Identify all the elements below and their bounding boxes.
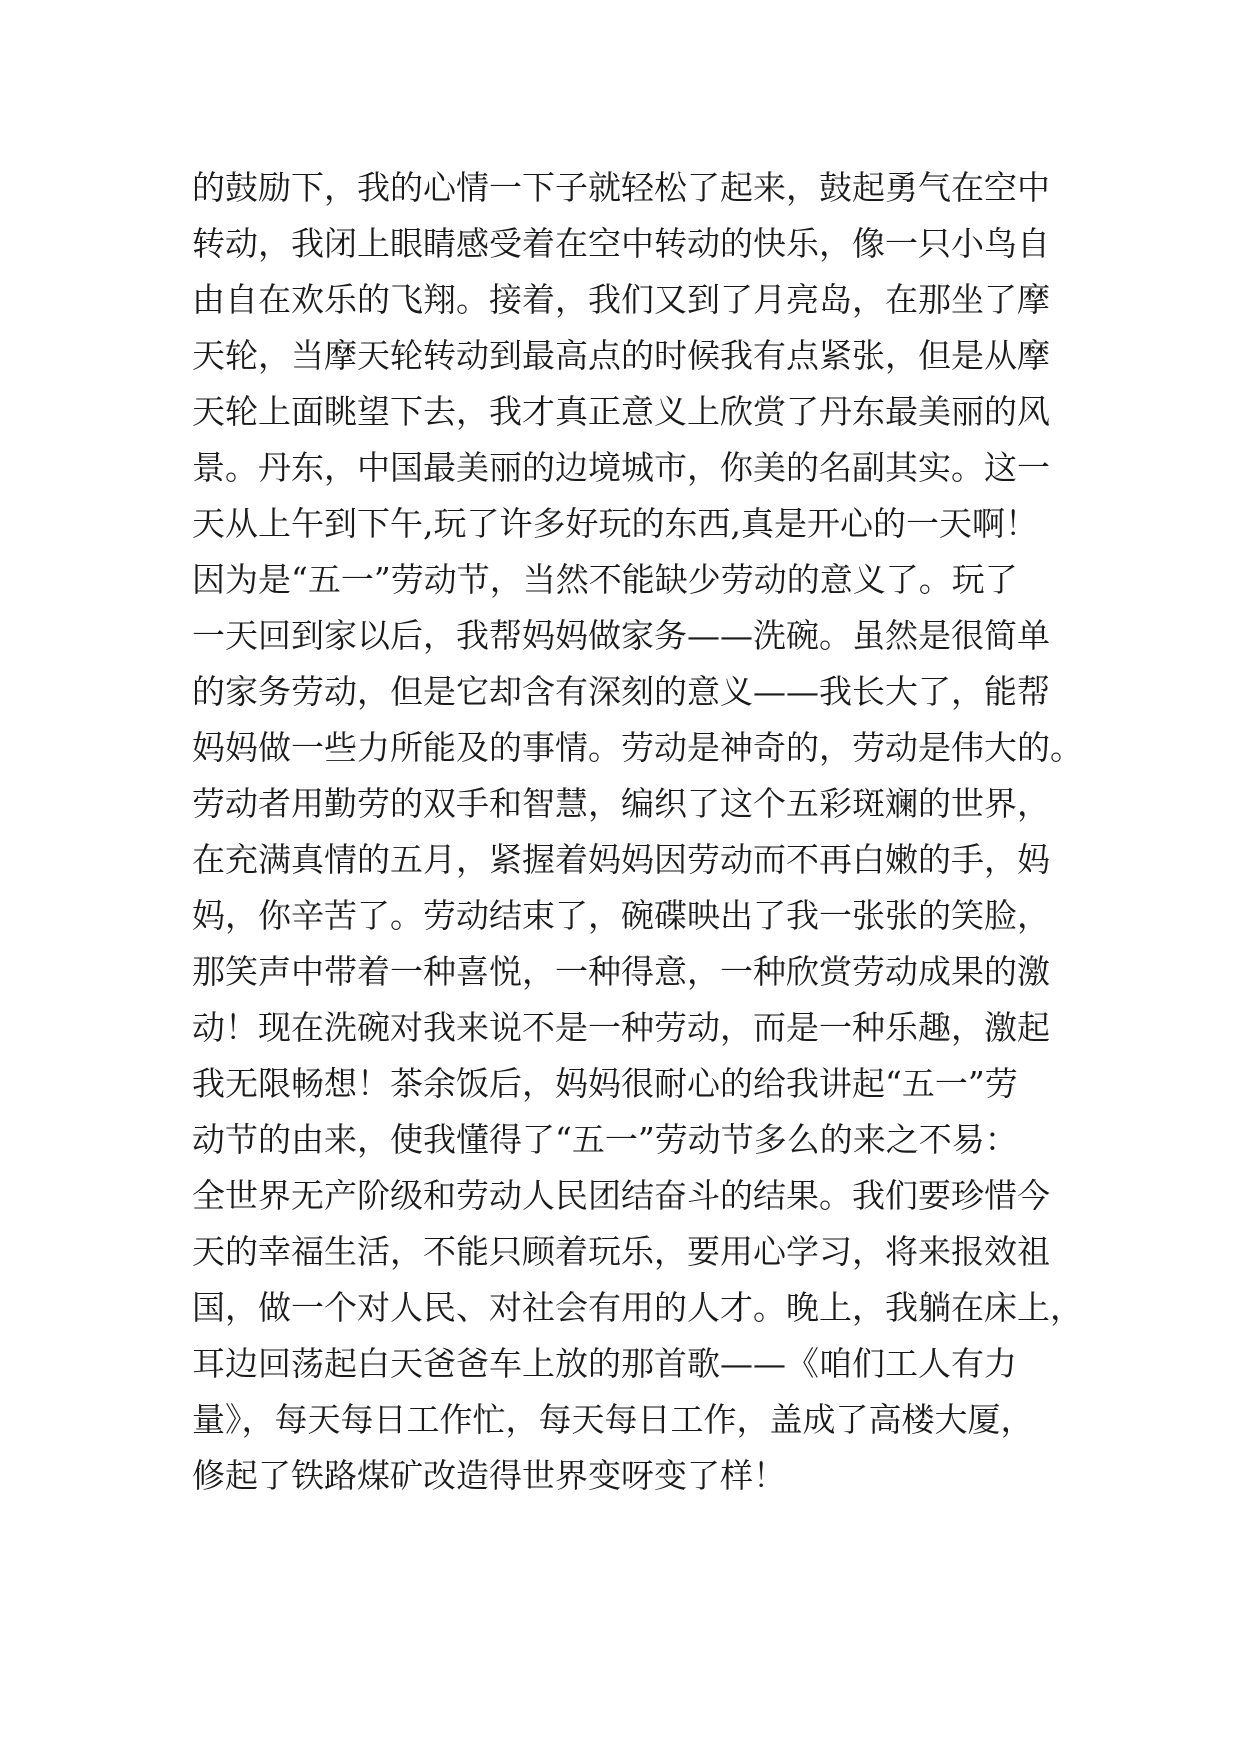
text-line: 在充满真情的五月，紧握着妈妈因劳动而不再白嫩的手，妈 [192,840,1050,879]
text-line: 的家务劳动，但是它却含有深刻的意义——我长大了，能帮 [192,672,1050,711]
text-line: 天的幸福生活，不能只顾着玩乐，要用心学习，将来报效祖 [192,1232,1050,1271]
text-line: 转动，我闭上眼睛感受着在空中转动的快乐，像一只小鸟自 [192,224,1050,263]
text-line: 的鼓励下，我的心情一下子就轻松了起来，鼓起勇气在空中 [192,168,1050,207]
text-line: 一天回到家以后，我帮妈妈做家务——洗碗。虽然是很简单 [192,616,1050,655]
text-line: 由自在欢乐的飞翔。接着，我们又到了月亮岛，在那坐了摩 [192,280,1050,319]
text-line: 妈，你辛苦了。劳动结束了，碗碟映出了我一张张的笑脸， [192,896,1050,935]
text-line: 动！现在洗碗对我来说不是一种劳动，而是一种乐趣，激起 [192,1008,1050,1047]
text-line: 景。丹东，中国最美丽的边境城市，你美的名副其实。这一 [192,448,1050,487]
text-line: 天轮上面眺望下去，我才真正意义上欣赏了丹东最美丽的风 [192,392,1050,431]
text-line: 天从上午到下午,玩了许多好玩的东西,真是开心的一天啊！ [192,504,1038,543]
text-line: 劳动者用勤劳的双手和智慧，编织了这个五彩斑斓的世界， [192,784,1050,823]
text-line: 全世界无产阶级和劳动人民团结奋斗的结果。我们要珍惜今 [192,1176,1050,1215]
text-line: 耳边回荡起白天爸爸车上放的那首歌——《咱们工人有力 [192,1344,1017,1383]
text-line: 那笑声中带着一种喜悦，一种得意，一种欣赏劳动成果的激 [192,952,1050,991]
text-line: 国，做一个对人民、对社会有用的人才。晚上，我躺在床上， [192,1288,1083,1327]
body-text [192,160,1083,1504]
text-line: 天轮，当摩天轮转动到最高点的时候我有点紧张，但是从摩 [192,336,1050,375]
text-line: 修起了铁路煤矿改造得世界变呀变了样！ [192,1456,786,1495]
text-line: 因为是“五一”劳动节，当然不能缺少劳动的意义了。玩了 [192,560,1018,599]
text-line: 动节的由来，使我懂得了“五一”劳动节多么的来之不易： [192,1120,1018,1159]
text-line: 我无限畅想！茶余饭后，妈妈很耐心的给我讲起“五一”劳 [192,1064,1018,1103]
text-line: 妈妈做一些力所能及的事情。劳动是神奇的，劳动是伟大的。 [192,728,1083,767]
text-line: 量》，每天每日工作忙，每天每日工作，盖成了高楼大厦， [192,1400,1034,1439]
